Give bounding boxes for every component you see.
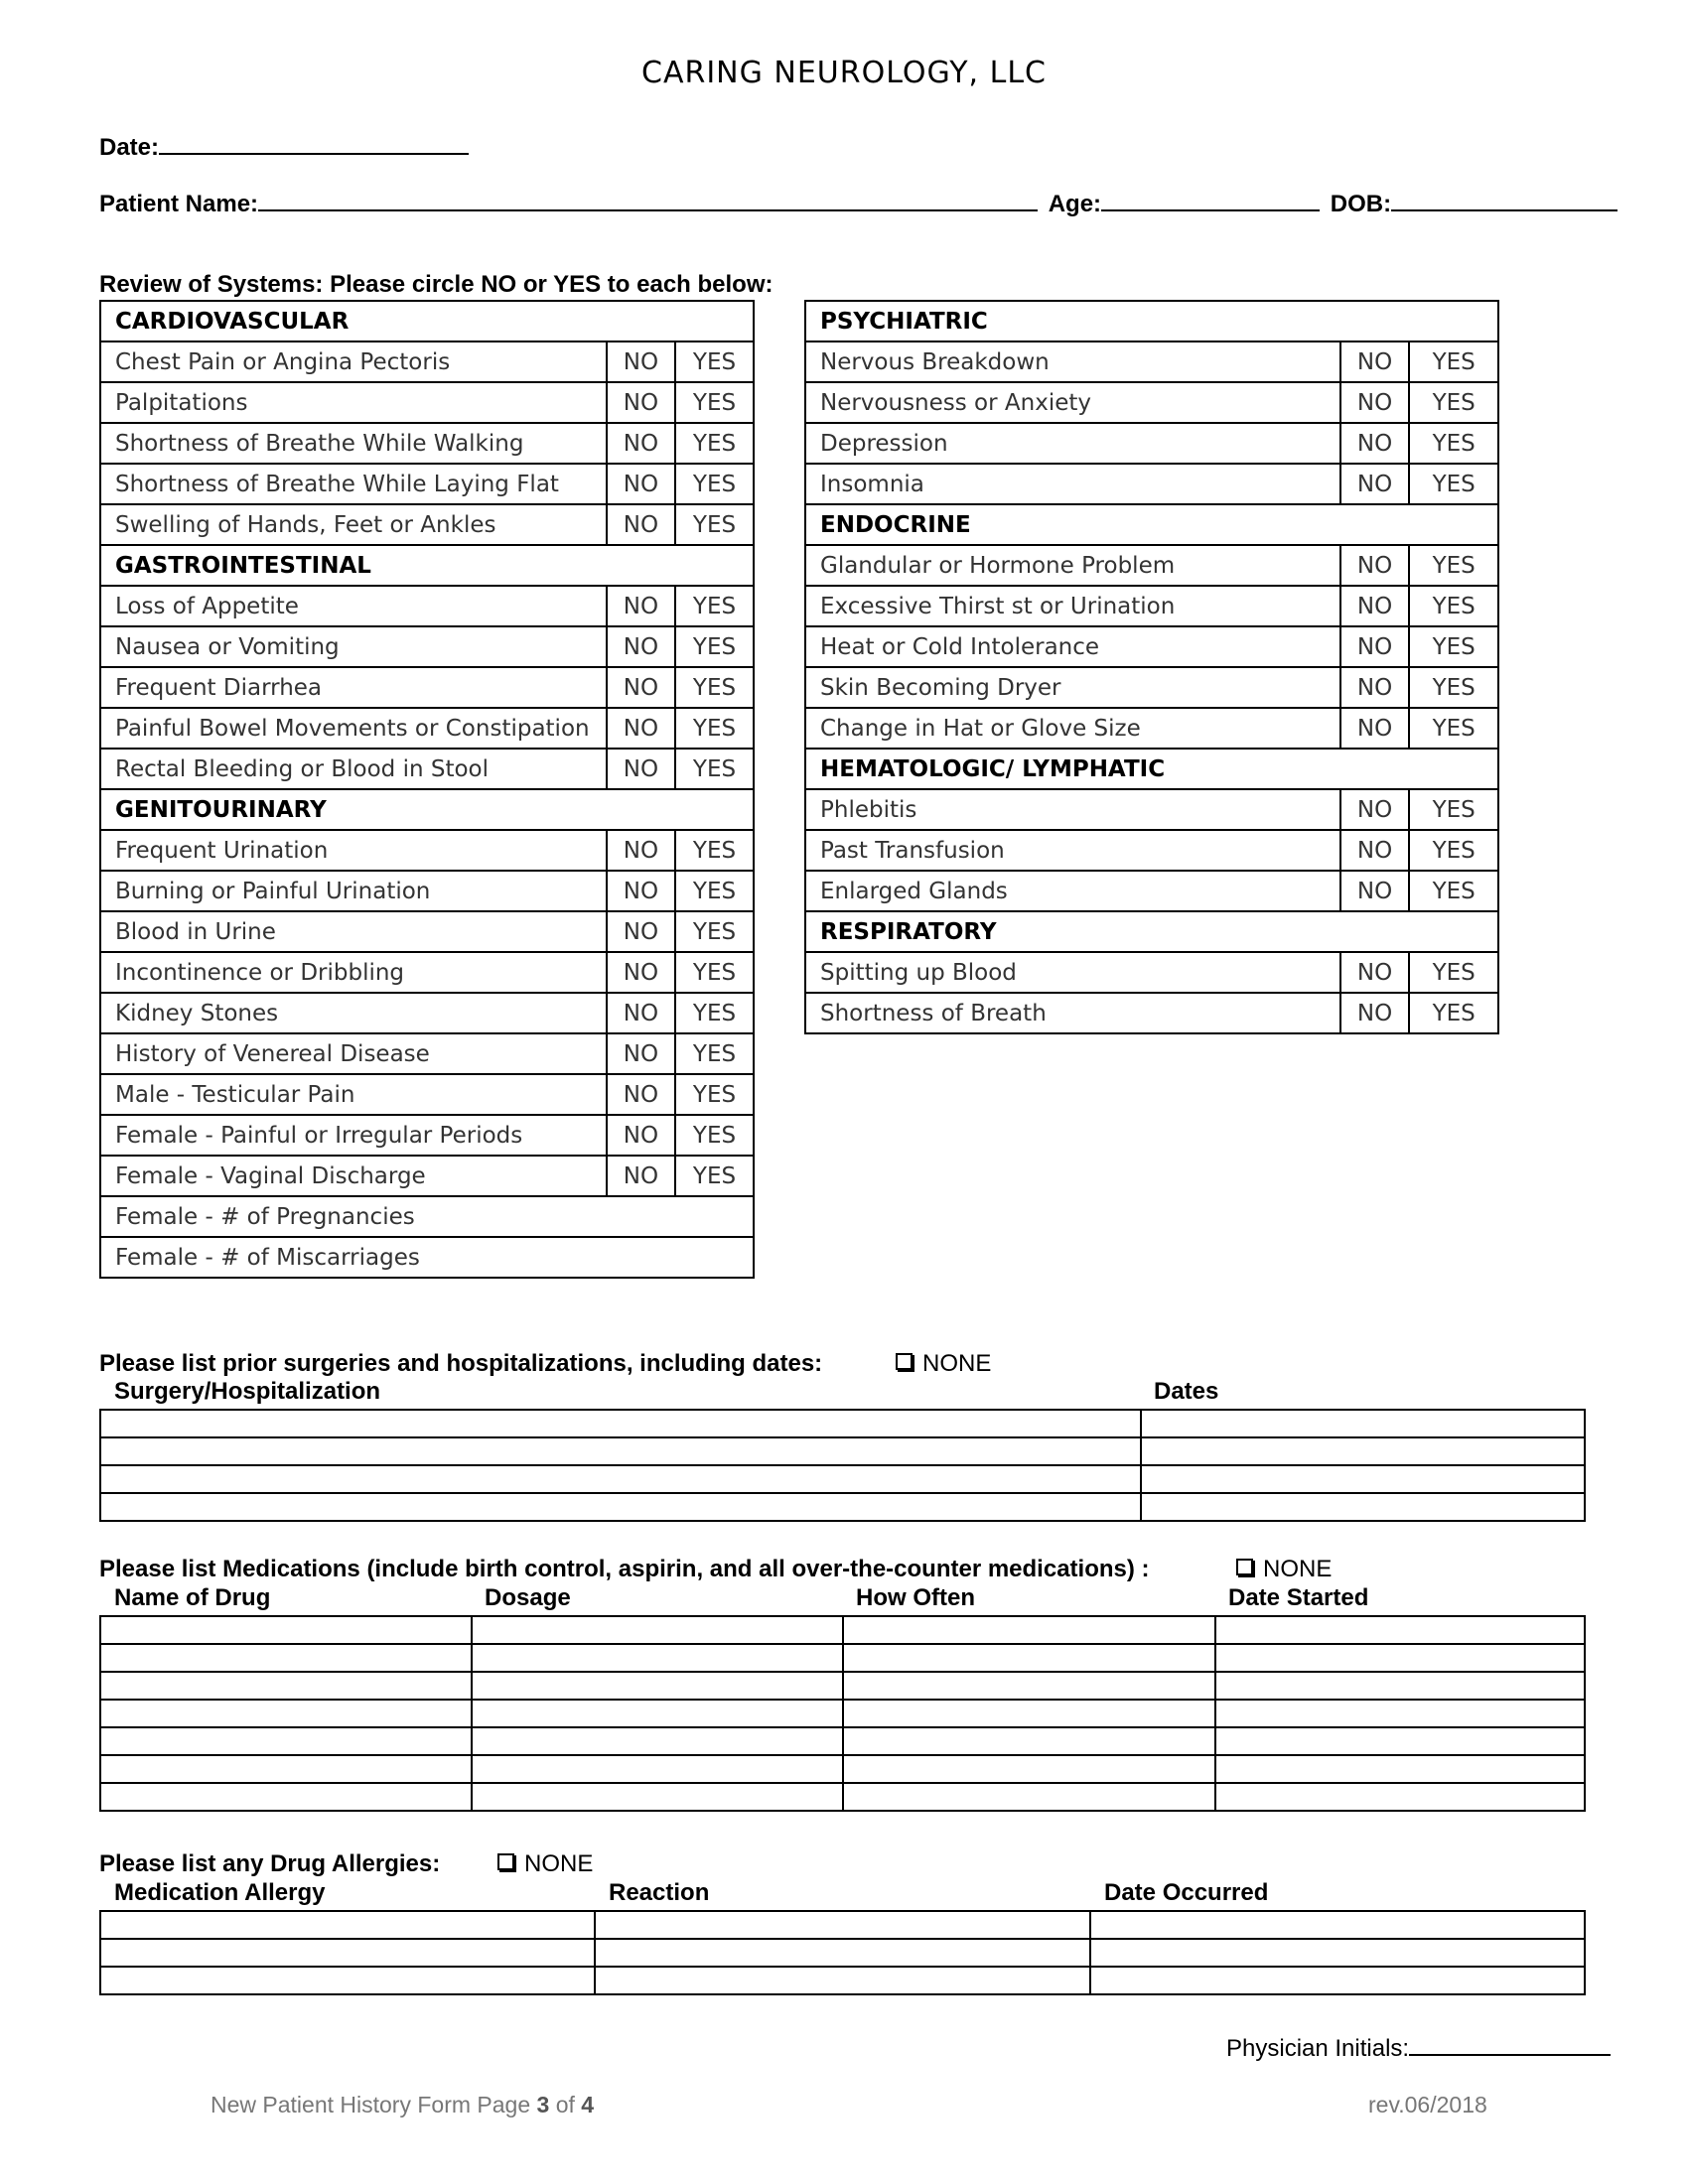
ros-section-header: CARDIOVASCULAR (100, 301, 754, 341)
ros-item-row (100, 749, 754, 789)
ros-item-row (805, 464, 1498, 504)
physician-initials-input[interactable] (1409, 2030, 1611, 2056)
table-cell[interactable] (100, 1967, 595, 1994)
ros-item-row (100, 1196, 754, 1237)
ros-yes-option[interactable]: YES (1409, 341, 1498, 382)
surgeries-label: Please list prior surgeries and hospitalizations, including dates: (99, 1350, 823, 1377)
ros-no-option[interactable]: NO (1340, 667, 1410, 708)
allergies-none-checkbox[interactable] (497, 1850, 593, 1878)
ros-item-row (100, 871, 754, 911)
ros-item-label: Enlarged Glands (805, 871, 1340, 911)
ros-item-row (100, 423, 754, 464)
surgeries-none-label: NONE (922, 1350, 992, 1377)
ros-no-option[interactable]: NO (1340, 423, 1410, 464)
ros-yes-option[interactable]: YES (1409, 830, 1498, 871)
ros-item-row (100, 708, 754, 749)
ros-item-label: Change in Hat or Glove Size (805, 708, 1340, 749)
ros-yes-option[interactable]: YES (1409, 626, 1498, 667)
ros-item-label: Glandular or Hormone Problem (805, 545, 1340, 586)
table-row (100, 1700, 1585, 1727)
ros-yes-option[interactable]: YES (675, 504, 754, 545)
ros-item-label: History of Venereal Disease (100, 1033, 607, 1074)
ros-item-label: Palpitations (100, 382, 607, 423)
ros-item-label: Shortness of Breath (805, 993, 1340, 1033)
form-name: New Patient History Form Page (211, 2092, 537, 2117)
ros-no-option[interactable]: NO (607, 1033, 675, 1074)
ros-section-row (100, 789, 754, 830)
ros-no-option[interactable]: NO (607, 871, 675, 911)
table-cell[interactable] (472, 1700, 843, 1727)
physician-initials-field (1226, 2030, 1611, 2063)
table-cell[interactable] (100, 1911, 595, 1939)
ros-item-row (805, 545, 1498, 586)
table-row (100, 1493, 1585, 1521)
table-cell[interactable] (100, 1672, 472, 1700)
table-row (100, 1967, 1585, 1994)
dob-input[interactable] (1391, 186, 1618, 211)
ros-item-label: Loss of Appetite (100, 586, 607, 626)
ros-item-row (100, 464, 754, 504)
table-row (100, 1465, 1585, 1493)
clinic-title: CARING NEUROLOGY, LLC (641, 56, 1047, 90)
table-cell[interactable] (100, 1755, 472, 1783)
table-row (100, 1727, 1585, 1755)
table-cell[interactable] (843, 1755, 1215, 1783)
ros-yes-option[interactable]: YES (675, 1074, 754, 1115)
ros-yes-option[interactable]: YES (675, 1115, 754, 1156)
ros-yes-option[interactable]: YES (1409, 871, 1498, 911)
medications-label: Please list Medications (include birth control, aspirin, and all over-the-counter medications) : (99, 1556, 1150, 1582)
ros-fill-in-item[interactable]: Female - # of Pregnancies (100, 1196, 754, 1237)
ros-yes-option[interactable]: YES (675, 464, 754, 504)
patient-info-line (99, 186, 1618, 218)
drug-name-column-header: Name of Drug (114, 1584, 271, 1611)
ros-item-label: Shortness of Breathe While Walking (100, 423, 607, 464)
checkbox-icon (896, 1353, 913, 1370)
ros-item-row (100, 626, 754, 667)
ros-item-row (805, 626, 1498, 667)
surgeries-table (99, 1409, 1586, 1522)
ros-item-label: Phlebitis (805, 789, 1340, 830)
ros-yes-option[interactable]: YES (1409, 993, 1498, 1033)
ros-section-row (100, 545, 754, 586)
ros-no-option[interactable]: NO (607, 830, 675, 871)
table-row (100, 1783, 1585, 1811)
table-row (100, 1939, 1585, 1967)
table-cell[interactable] (100, 1700, 472, 1727)
ros-item-row (100, 1074, 754, 1115)
ros-item-label: Spitting up Blood (805, 952, 1340, 993)
table-cell[interactable] (1215, 1616, 1585, 1644)
table-row (100, 1644, 1585, 1672)
table-cell[interactable] (1215, 1727, 1585, 1755)
ros-table-right (804, 300, 1499, 1034)
ros-item-row (100, 911, 754, 952)
ros-section-header: PSYCHIATRIC (805, 301, 1498, 341)
dates-column-header: Dates (1154, 1378, 1219, 1405)
ros-no-option[interactable]: NO (1340, 830, 1410, 871)
how-often-column-header: How Often (856, 1584, 975, 1611)
ros-yes-option[interactable]: YES (675, 911, 754, 952)
date-field (99, 129, 469, 162)
ros-no-option[interactable]: NO (607, 586, 675, 626)
table-cell[interactable] (100, 1727, 472, 1755)
ros-no-option[interactable]: NO (1340, 464, 1410, 504)
page-total: 4 (581, 2092, 595, 2117)
ros-yes-option[interactable]: YES (1409, 667, 1498, 708)
table-cell[interactable] (843, 1783, 1215, 1811)
ros-item-label: Kidney Stones (100, 993, 607, 1033)
ros-yes-option[interactable]: YES (675, 830, 754, 871)
ros-section-header: ENDOCRINE (805, 504, 1498, 545)
ros-no-option[interactable]: NO (607, 341, 675, 382)
ros-yes-option[interactable]: YES (1409, 586, 1498, 626)
ros-no-option[interactable]: NO (1340, 708, 1410, 749)
age-label: Age: (1048, 191, 1102, 217)
ros-item-label: Heat or Cold Intolerance (805, 626, 1340, 667)
ros-section-row (805, 911, 1498, 952)
ros-yes-option[interactable]: YES (1409, 708, 1498, 749)
table-cell[interactable] (1090, 1911, 1585, 1939)
revision-footer: rev.06/2018 (1368, 2092, 1487, 2117)
ros-item-label: Female - Vaginal Discharge (100, 1156, 607, 1196)
ros-item-label: Female - Painful or Irregular Periods (100, 1115, 607, 1156)
table-row (100, 1616, 1585, 1644)
ros-item-label: Depression (805, 423, 1340, 464)
ros-yes-option[interactable]: YES (675, 708, 754, 749)
ros-no-option[interactable]: NO (1340, 341, 1410, 382)
ros-item-row (100, 830, 754, 871)
patient-name-input[interactable] (258, 186, 1038, 211)
ros-no-option[interactable]: NO (607, 911, 675, 952)
ros-section-row (805, 749, 1498, 789)
ros-no-option[interactable]: NO (607, 952, 675, 993)
ros-section-header: GENITOURINARY (100, 789, 754, 830)
ros-item-row (100, 382, 754, 423)
ros-item-row (805, 952, 1498, 993)
checkbox-icon (497, 1853, 514, 1870)
table-cell[interactable] (1090, 1967, 1585, 1994)
ros-item-row (100, 993, 754, 1033)
table-cell[interactable] (472, 1755, 843, 1783)
table-cell[interactable] (472, 1616, 843, 1644)
ros-yes-option[interactable]: YES (675, 382, 754, 423)
ros-no-option[interactable]: NO (1340, 545, 1410, 586)
ros-item-label: Nervousness or Anxiety (805, 382, 1340, 423)
table-cell[interactable] (472, 1644, 843, 1672)
ros-yes-option[interactable]: YES (675, 952, 754, 993)
ros-no-option[interactable]: NO (1340, 626, 1410, 667)
ros-yes-option[interactable]: YES (675, 871, 754, 911)
ros-item-row (805, 382, 1498, 423)
ros-item-row (100, 667, 754, 708)
ros-yes-option[interactable]: YES (1409, 952, 1498, 993)
table-cell[interactable] (472, 1783, 843, 1811)
ros-item-label: Excessive Thirst st or Urination (805, 586, 1340, 626)
table-row (100, 1437, 1585, 1465)
ros-yes-option[interactable]: YES (675, 993, 754, 1033)
checkbox-icon (1236, 1559, 1253, 1575)
ros-item-label: Swelling of Hands, Feet or Ankles (100, 504, 607, 545)
allergies-none-label: NONE (524, 1850, 594, 1877)
table-cell[interactable] (100, 1616, 472, 1644)
form-page-footer (211, 2092, 594, 2118)
ros-item-label: Chest Pain or Angina Pectoris (100, 341, 607, 382)
ros-yes-option[interactable]: YES (675, 1033, 754, 1074)
table-row (100, 1911, 1585, 1939)
ros-item-row (805, 993, 1498, 1033)
date-occurred-column-header: Date Occurred (1104, 1879, 1269, 1906)
ros-section-header: RESPIRATORY (805, 911, 1498, 952)
ros-item-row (805, 586, 1498, 626)
ros-no-option[interactable]: NO (607, 382, 675, 423)
allergies-table (99, 1910, 1586, 1995)
table-cell[interactable] (100, 1783, 472, 1811)
ros-item-label: Skin Becoming Dryer (805, 667, 1340, 708)
ros-no-option[interactable]: NO (1340, 993, 1410, 1033)
ros-no-option[interactable]: NO (1340, 789, 1410, 830)
table-cell[interactable] (1090, 1939, 1585, 1967)
ros-section-header: GASTROINTESTINAL (100, 545, 754, 586)
ros-yes-option[interactable]: YES (1409, 382, 1498, 423)
page-current: 3 (536, 2092, 550, 2117)
ros-item-row (100, 1237, 754, 1278)
table-row (100, 1410, 1585, 1437)
ros-instructions: Review of Systems: Please circle NO or YES to each below: (99, 271, 774, 298)
ros-no-option[interactable]: NO (1340, 871, 1410, 911)
ros-table-left (99, 300, 755, 1279)
physician-initials-label: Physician Initials: (1226, 2035, 1410, 2062)
ros-item-label: Frequent Diarrhea (100, 667, 607, 708)
date-started-column-header: Date Started (1228, 1584, 1369, 1611)
ros-item-row (805, 423, 1498, 464)
age-input[interactable] (1101, 186, 1320, 211)
ros-item-label: Past Transfusion (805, 830, 1340, 871)
medications-table (99, 1615, 1586, 1812)
medications-none-checkbox[interactable] (1236, 1556, 1332, 1583)
ros-item-row (100, 1156, 754, 1196)
surgery-column-header: Surgery/Hospitalization (114, 1378, 381, 1405)
ros-section-row (805, 301, 1498, 341)
table-cell[interactable] (472, 1727, 843, 1755)
ros-item-label: Burning or Painful Urination (100, 871, 607, 911)
table-cell[interactable] (1215, 1700, 1585, 1727)
table-cell[interactable] (100, 1939, 595, 1967)
ros-no-option[interactable]: NO (607, 504, 675, 545)
table-cell[interactable] (843, 1727, 1215, 1755)
ros-section-header: HEMATOLOGIC/ LYMPHATIC (805, 749, 1498, 789)
ros-item-row (100, 1115, 754, 1156)
ros-no-option[interactable]: NO (607, 1156, 675, 1196)
ros-item-row (805, 341, 1498, 382)
ros-yes-option[interactable]: YES (675, 586, 754, 626)
ros-item-row (100, 341, 754, 382)
ros-item-row (805, 667, 1498, 708)
ros-no-option[interactable]: NO (607, 464, 675, 504)
table-cell[interactable] (100, 1493, 1141, 1521)
ros-no-option[interactable]: NO (1340, 952, 1410, 993)
table-cell[interactable] (595, 1967, 1090, 1994)
ros-yes-option[interactable]: YES (675, 1156, 754, 1196)
ros-yes-option[interactable]: YES (675, 423, 754, 464)
ros-no-option[interactable]: NO (607, 1074, 675, 1115)
ros-item-row (100, 952, 754, 993)
medication-allergy-column-header: Medication Allergy (114, 1879, 326, 1906)
table-cell[interactable] (472, 1672, 843, 1700)
table-cell[interactable] (1215, 1755, 1585, 1783)
ros-yes-option[interactable]: YES (1409, 464, 1498, 504)
page-of: of (549, 2092, 582, 2117)
ros-yes-option[interactable]: YES (1409, 423, 1498, 464)
ros-no-option[interactable]: NO (1340, 382, 1410, 423)
ros-no-option[interactable]: NO (607, 667, 675, 708)
ros-item-row (805, 871, 1498, 911)
table-cell[interactable] (595, 1911, 1090, 1939)
table-cell[interactable] (595, 1939, 1090, 1967)
ros-item-row (100, 1033, 754, 1074)
ros-item-label: Frequent Urination (100, 830, 607, 871)
ros-yes-option[interactable]: YES (1409, 789, 1498, 830)
table-cell[interactable] (1141, 1493, 1585, 1521)
ros-section-row (805, 504, 1498, 545)
ros-yes-option[interactable]: YES (675, 667, 754, 708)
ros-item-label: Incontinence or Dribbling (100, 952, 607, 993)
surgeries-none-checkbox[interactable] (896, 1350, 991, 1378)
table-cell[interactable] (1141, 1410, 1585, 1437)
table-row (100, 1755, 1585, 1783)
ros-no-option[interactable]: NO (607, 1115, 675, 1156)
ros-no-option[interactable]: NO (607, 993, 675, 1033)
table-cell[interactable] (1215, 1672, 1585, 1700)
table-cell[interactable] (100, 1410, 1141, 1437)
ros-yes-option[interactable]: YES (1409, 545, 1498, 586)
ros-item-row (805, 830, 1498, 871)
table-row (100, 1672, 1585, 1700)
ros-yes-option[interactable]: YES (675, 749, 754, 789)
ros-item-label: Nausea or Vomiting (100, 626, 607, 667)
table-cell[interactable] (100, 1437, 1141, 1465)
ros-no-option[interactable]: NO (1340, 586, 1410, 626)
ros-no-option[interactable]: NO (607, 626, 675, 667)
table-cell[interactable] (100, 1644, 472, 1672)
ros-item-row (805, 789, 1498, 830)
date-input[interactable] (159, 129, 469, 155)
ros-item-label: Rectal Bleeding or Blood in Stool (100, 749, 607, 789)
medications-none-label: NONE (1263, 1556, 1333, 1582)
table-cell[interactable] (1141, 1465, 1585, 1493)
dob-label: DOB: (1330, 191, 1392, 217)
ros-item-row (100, 504, 754, 545)
ros-no-option[interactable]: NO (607, 749, 675, 789)
table-cell[interactable] (843, 1700, 1215, 1727)
patient-name-label: Patient Name: (99, 191, 259, 217)
ros-item-row (805, 708, 1498, 749)
table-cell[interactable] (100, 1465, 1141, 1493)
table-cell[interactable] (843, 1644, 1215, 1672)
ros-item-label: Insomnia (805, 464, 1340, 504)
ros-yes-option[interactable]: YES (675, 626, 754, 667)
date-label: Date: (99, 134, 160, 161)
ros-item-label: Male - Testicular Pain (100, 1074, 607, 1115)
ros-item-label: Blood in Urine (100, 911, 607, 952)
ros-item-label: Nervous Breakdown (805, 341, 1340, 382)
table-cell[interactable] (1141, 1437, 1585, 1465)
table-cell[interactable] (1215, 1783, 1585, 1811)
table-cell[interactable] (1215, 1644, 1585, 1672)
ros-no-option[interactable]: NO (607, 708, 675, 749)
ros-yes-option[interactable]: YES (675, 341, 754, 382)
reaction-column-header: Reaction (609, 1879, 710, 1906)
dosage-column-header: Dosage (485, 1584, 571, 1611)
table-cell[interactable] (843, 1672, 1215, 1700)
ros-item-label: Shortness of Breathe While Laying Flat (100, 464, 607, 504)
allergies-label: Please list any Drug Allergies: (99, 1850, 441, 1877)
ros-item-row (100, 586, 754, 626)
ros-section-row (100, 301, 754, 341)
ros-fill-in-item[interactable]: Female - # of Miscarriages (100, 1237, 754, 1278)
table-cell[interactable] (843, 1616, 1215, 1644)
ros-no-option[interactable]: NO (607, 423, 675, 464)
ros-item-label: Painful Bowel Movements or Constipation (100, 708, 607, 749)
